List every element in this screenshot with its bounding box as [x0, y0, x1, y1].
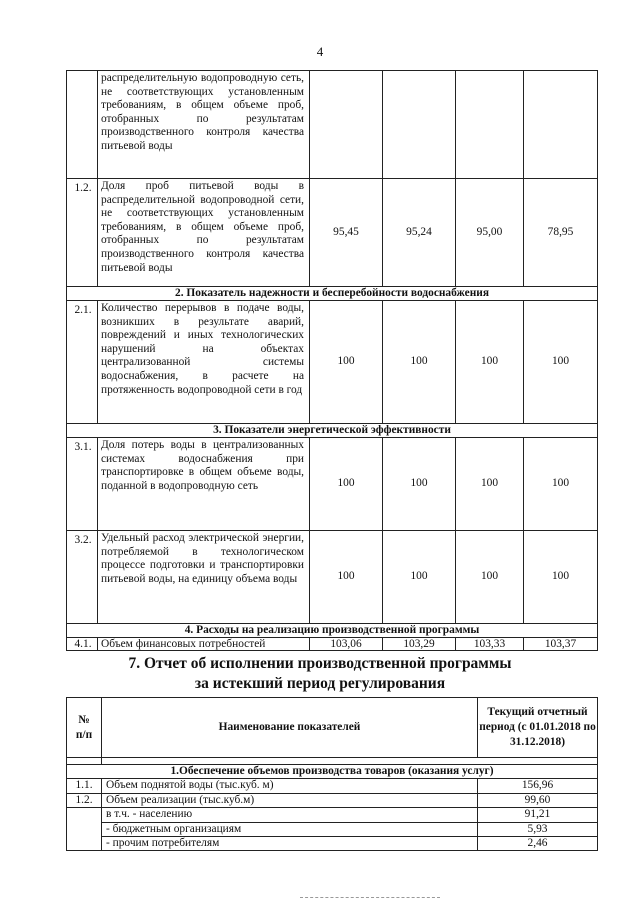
table-row — [67, 779, 598, 793]
table-row — [67, 808, 598, 822]
indicators-table — [66, 70, 598, 651]
row-description: Количество перерывов в подаче воды, возникших в результате аварий, повреждений и иных технологических нарушений на объектах централизованной системы водоснабжения, в расчете на протяженность водопроводной сети в год — [98, 301, 310, 424]
value-cell: 103,33 — [456, 638, 524, 651]
table-row — [67, 531, 598, 624]
table-row — [67, 179, 598, 287]
value-cell: 5,93 — [478, 822, 598, 836]
heading-line-1: 7. Отчет об исполнении производственной программы — [128, 655, 512, 672]
value-cell: 100 — [383, 438, 456, 531]
row-description: Объем финансовых потребностей — [98, 638, 310, 651]
row-description: Объем поднятой воды (тыс.куб. м) — [102, 779, 478, 793]
table-row — [67, 837, 598, 851]
scan-artifact — [300, 897, 440, 899]
section-row — [67, 624, 598, 638]
section-row — [67, 765, 598, 779]
report-heading — [0, 654, 640, 694]
section-row — [67, 424, 598, 438]
section-row — [67, 287, 598, 301]
section-title: 2. Показатель надежности и бесперебойности водоснабжения — [67, 287, 598, 301]
row-number: 1.2. — [67, 179, 98, 287]
row-number — [67, 822, 102, 836]
table-row — [67, 638, 598, 651]
section-title: 4. Расходы на реализацию производственной программы — [67, 624, 598, 638]
value-cell: 91,21 — [478, 808, 598, 822]
value-cell: 100 — [456, 531, 524, 624]
row-description: распределительную водопроводную сеть, не соответствующих установленным требованиям, в общем объеме проб, отобранных по результатам производственного контроля качества питьевой воды — [98, 71, 310, 179]
value-cell: 103,06 — [310, 638, 383, 651]
row-number: 1.2. — [67, 793, 102, 807]
value-cell: 100 — [456, 438, 524, 531]
heading-line-2: за истекший период регулирования — [194, 675, 446, 692]
row-number: 3.1. — [67, 438, 98, 531]
row-description: - прочим потребителям — [102, 837, 478, 851]
row-description: Удельный расход электрической энергии, потребляемой в технологическом процессе подготовки и транспортировки питьевой воды, на единицу объема воды — [98, 531, 310, 624]
value-cell: 100 — [524, 301, 598, 424]
row-description: Доля проб питьевой воды в распределительной водопроводной сети, не соответствующих установленным требованиям, в общем объеме проб, отобранных по результатам производственного контроля качества питьевой воды — [98, 179, 310, 287]
value-cell: 99,60 — [478, 793, 598, 807]
value-cell: 2,46 — [478, 837, 598, 851]
value-cell: 95,24 — [383, 179, 456, 287]
value-cell: 100 — [524, 438, 598, 531]
value-cell: 100 — [310, 301, 383, 424]
value-cell: 100 — [310, 438, 383, 531]
value-cell: 95,45 — [310, 179, 383, 287]
table-row — [67, 793, 598, 807]
value-cell: 100 — [456, 301, 524, 424]
row-description: в т.ч. - населению — [102, 808, 478, 822]
section-title: 3. Показатели энергетической эффективности — [67, 424, 598, 438]
header-num: № п/п — [67, 698, 102, 758]
value-cell: 100 — [524, 531, 598, 624]
value-cell: 78,95 — [524, 179, 598, 287]
header-name: Наименование показателей — [102, 698, 478, 758]
table-row — [67, 438, 598, 531]
value-cell: 103,37 — [524, 638, 598, 651]
page-number: 4 — [316, 44, 324, 59]
header-period: Текущий отчетный период (с 01.01.2018 по 31.12.2018) — [478, 698, 598, 758]
row-number: 1.1. — [67, 779, 102, 793]
value-cell: 95,00 — [456, 179, 524, 287]
row-number: 3.2. — [67, 531, 98, 624]
row-number: 4.1. — [67, 638, 98, 651]
report-table — [66, 697, 598, 851]
value-cell: 156,96 — [478, 779, 598, 793]
table-row — [67, 822, 598, 836]
value-cell: 100 — [310, 531, 383, 624]
row-description: - бюджетным организациям — [102, 822, 478, 836]
value-cell: 100 — [383, 531, 456, 624]
row-description: Доля потерь воды в централизованных системах водоснабжения при транспортировке в общем объеме воды, поданной в водопроводную сеть — [98, 438, 310, 531]
value-cell: 100 — [383, 301, 456, 424]
table-row — [67, 301, 598, 424]
header-row — [67, 698, 598, 758]
row-description: Объем реализации (тыс.куб.м) — [102, 793, 478, 807]
row-number — [67, 837, 102, 851]
value-cell: 103,29 — [383, 638, 456, 651]
row-number — [67, 808, 102, 822]
row-number: 2.1. — [67, 301, 98, 424]
table-row — [67, 71, 598, 179]
section-title: 1.Обеспечение объемов производства товаров (оказания услуг) — [67, 765, 598, 779]
